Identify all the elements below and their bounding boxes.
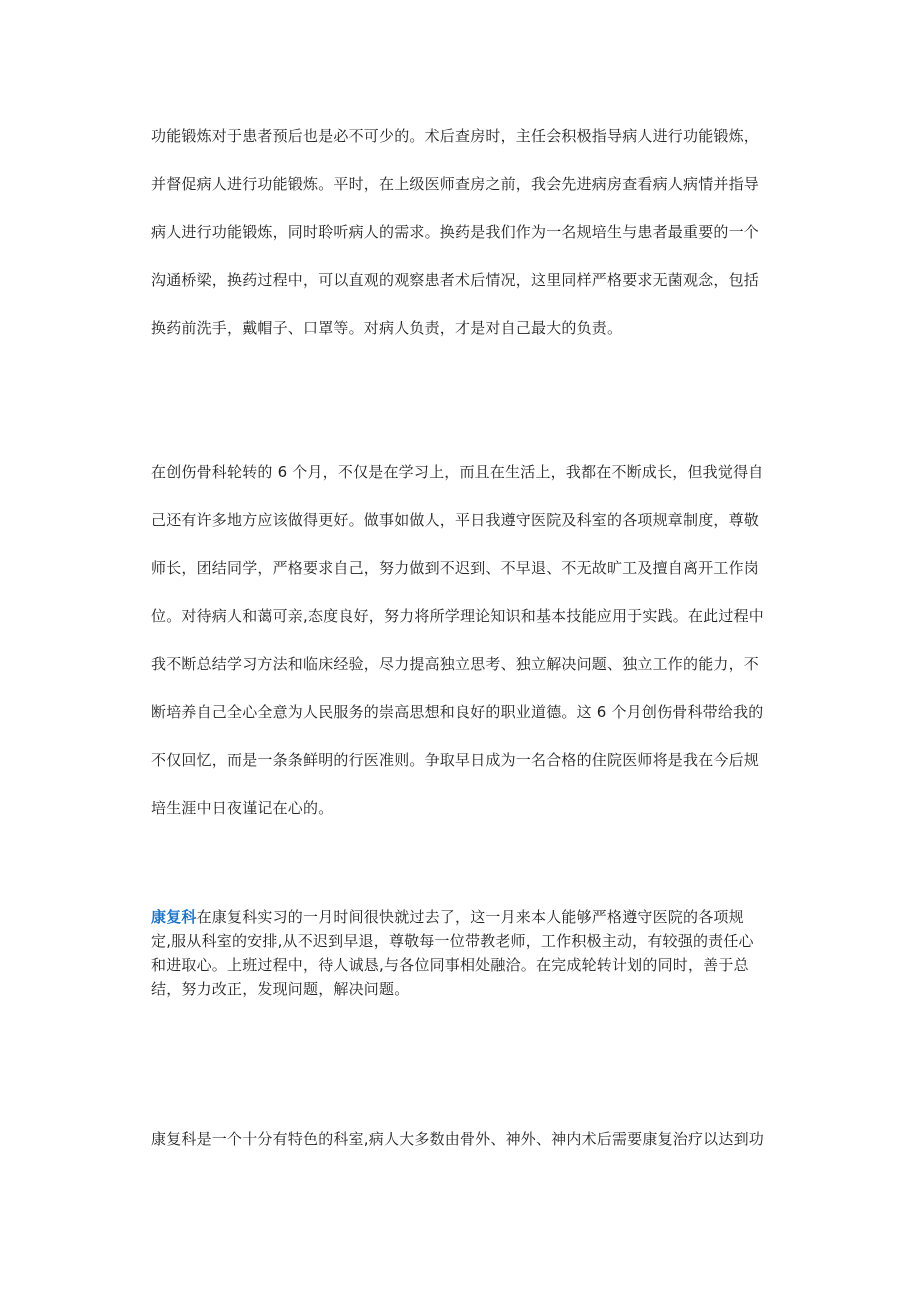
section-heading-rehabilitation: 康复科 bbox=[151, 908, 197, 926]
text-line: 功能锻炼对于患者预后也是必不可少的。术后查房时，主任会积极指导病人进行功能锻炼， bbox=[151, 127, 760, 145]
text-line: 培生涯中日夜谨记在心的。 bbox=[151, 799, 334, 817]
text-line: 和进取心。上班过程中，待人诚恳,与各位同事相处融洽。在完成轮转计划的同时，善于总 bbox=[151, 956, 749, 974]
text-line: 位。对待病人和蔼可亲,态度良好，努力将所学理论知识和基本技能应用于实践。在此过程中 bbox=[151, 607, 764, 625]
text-line: 并督促病人进行功能锻炼。平时，在上级医师查房之前，我会先进病房查看病人病情并指导 bbox=[151, 175, 760, 193]
text-line: 断培养自己全心全意为人民服务的崇高思想和良好的职业道德。这 6 个月创伤骨科带给我的 bbox=[151, 703, 764, 721]
text-line-with-heading bbox=[151, 907, 776, 931]
text-line: 定,服从科室的安排,从不迟到早退，尊敬每一位带教老师，工作积极主动，有较强的责任心 bbox=[151, 932, 754, 950]
text-line: 己还有许多地方应该做得更好。做事如做人，平日我遵守医院及科室的各项规章制度，尊敬 bbox=[151, 511, 760, 529]
text-line: 沟通桥梁，换药过程中，可以直观的观察患者术后情况，这里同样严格要求无菌观念，包括 bbox=[151, 271, 760, 289]
text-line: 我不断总结学习方法和临床经验，尽力提高独立思考、独立解决问题、独立工作的能力，不 bbox=[151, 655, 760, 673]
text-line: 师长，团结同学，严格要求自己，努力做到不迟到、不早退、不无故旷工及擅自离开工作岗 bbox=[151, 559, 760, 577]
text-line: 病人进行功能锻炼，同时聆听病人的需求。换药是我们作为一名规培生与患者最重要的一个 bbox=[151, 223, 760, 241]
text-line: 康复科是一个十分有特色的科室,病人大多数由骨外、神外、神内术后需要康复治疗以达到功 bbox=[151, 1130, 764, 1148]
paragraph-rehabilitation bbox=[151, 907, 776, 1003]
text-fragment: 在康复科实习的一月时间很快就过去了，这一月来本人能够严格遵守医院的各项规 bbox=[196, 908, 744, 926]
paragraph-trauma-orthopedics bbox=[151, 462, 776, 846]
text-line: 不仅回忆，而是一条条鲜明的行医准则。争取早日成为一名合格的住院医师将是我在今后规 bbox=[151, 751, 760, 769]
paragraph-functional-exercise bbox=[151, 126, 776, 366]
text-line: 结，努力改正，发现问题，解决问题。 bbox=[151, 980, 410, 998]
text-line: 在创伤骨科轮转的 6 个月，不仅是在学习上，而且在生活上，我都在不断成长，但我觉得自 bbox=[151, 463, 764, 481]
paragraph-rehabilitation-features bbox=[151, 1129, 776, 1153]
text-line: 换药前洗手，戴帽子、口罩等。对病人负责，才是对自己最大的负责。 bbox=[151, 319, 623, 337]
